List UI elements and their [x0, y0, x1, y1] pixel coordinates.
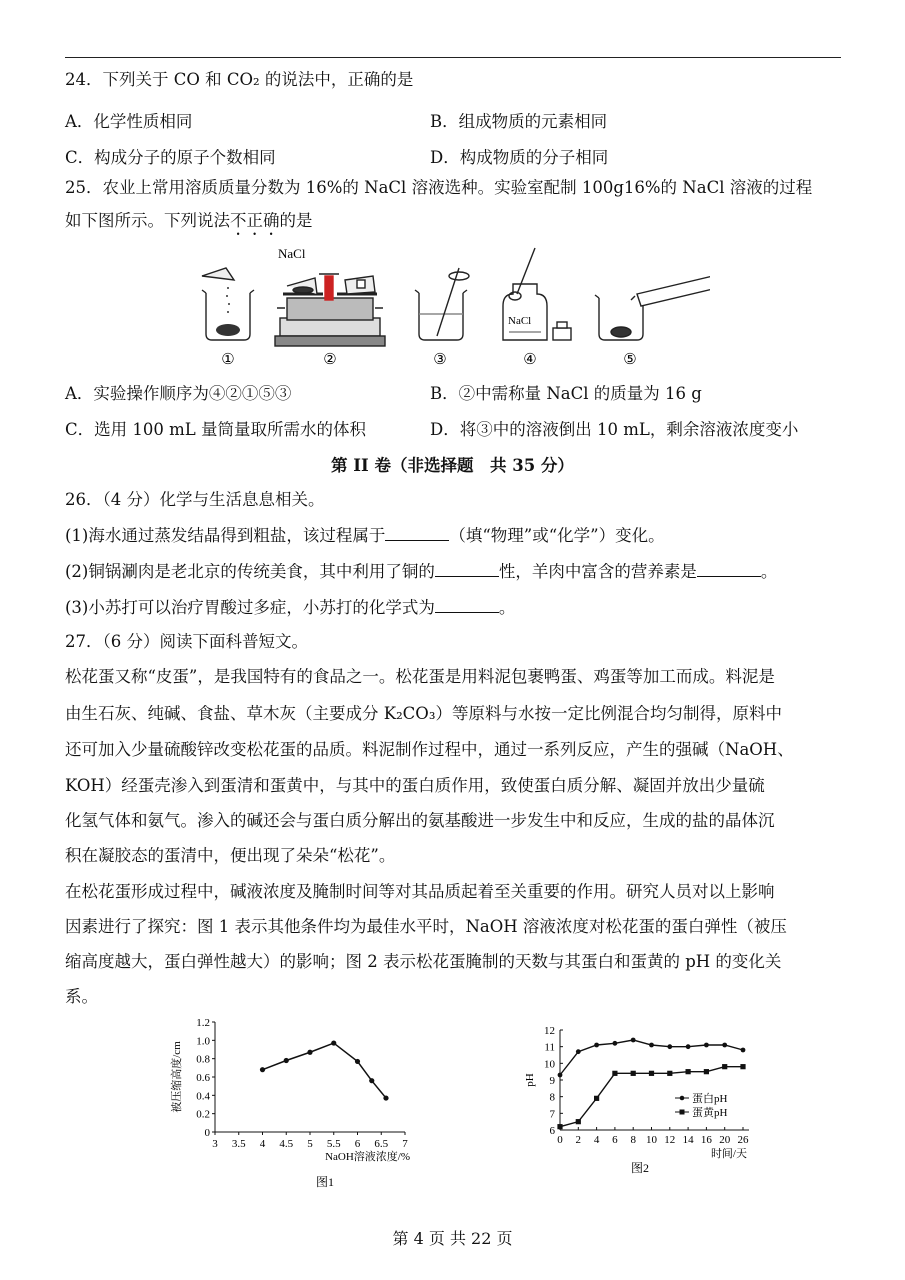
emphasis-not-correct: 不正确 — [230, 211, 280, 230]
data-point — [383, 1095, 388, 1100]
series-line — [263, 1043, 387, 1098]
q27-para2-line2: 因素进行了探究：图 1 表示其他条件均为最佳水平时，NaOH 溶液浓度对松花蛋的蛋白弹性（被压 — [65, 917, 787, 936]
y-tick-label: 7 — [549, 1108, 555, 1121]
y-tick-label: 10 — [544, 1058, 555, 1071]
q27-para1-line6: 积在凝胶态的蛋清中，便出现了朵朵“松花”。 — [65, 846, 396, 865]
x-tick-label: 2 — [575, 1134, 582, 1146]
figure-caption: 图1 — [315, 1175, 335, 1189]
y-tick-label: 11 — [544, 1041, 555, 1054]
beaker-cylinder-pouring — [595, 276, 710, 340]
y-tick-label: 1.0 — [196, 1035, 210, 1048]
data-point-circle — [594, 1043, 599, 1048]
x-tick-label: 6 — [354, 1138, 361, 1150]
x-tick-label: 6.5 — [374, 1138, 389, 1150]
q25-option-d: D．将③中的溶液倒出 10 mL，剩余溶液浓度变小 — [430, 420, 799, 439]
y-tick-label: 0 — [204, 1127, 210, 1139]
q27-stem: 27．（6 分）阅读下面科普短文。 — [65, 632, 308, 651]
fig-label-3: ③ — [433, 352, 447, 368]
data-point-circle — [558, 1073, 563, 1078]
x-tick-label: 8 — [630, 1134, 636, 1146]
q26-part2: (2)铜锅涮肉是老北京的传统美食，其中利用了铜的 性，羊肉中富含的营养素是 。 — [65, 562, 778, 581]
fig-label-5: ⑤ — [623, 352, 637, 368]
data-point-circle — [741, 1048, 746, 1053]
data-point-circle — [576, 1049, 581, 1054]
q25-stem-line2: 如下图所示。下列说法不正确的是 — [65, 211, 313, 230]
x-tick-label: 3.5 — [231, 1138, 246, 1150]
data-point-square — [612, 1071, 617, 1076]
figure-1-chart — [160, 1010, 420, 1195]
data-point — [260, 1067, 265, 1072]
q27-para1-line2: 由生石灰、纯碱、食盐、草木灰（主要成分 K₂CO₃）等原料与水按一定比例混合均匀制得，原料中 — [65, 704, 782, 723]
data-point-square — [557, 1124, 562, 1129]
header-rule — [65, 57, 841, 58]
data-point-circle — [667, 1044, 672, 1049]
data-point-square — [667, 1071, 672, 1076]
data-point-square — [649, 1071, 654, 1076]
answer-blank[interactable] — [697, 562, 761, 577]
data-point — [307, 1050, 312, 1055]
legend-label: 蛋白pH — [692, 1093, 728, 1105]
data-point-square — [686, 1069, 691, 1074]
answer-blank[interactable] — [435, 562, 499, 577]
fig-nacl-bottle-label: NaCl — [508, 315, 532, 327]
y-tick-label: 9 — [549, 1075, 555, 1087]
q26-part1: (1)海水通过蒸发结晶得到粗盐，该过程属于 （填“物理”或“化学”）变化。 — [65, 526, 665, 545]
balance-weighing — [275, 274, 385, 346]
data-point-square — [631, 1071, 636, 1076]
fig-nacl-label: NaCl — [278, 246, 306, 261]
section-2-heading: 第 II 卷（非选择题 共 35 分） — [331, 456, 574, 475]
y-tick-label: 6 — [549, 1125, 555, 1137]
q24-stem: 24．下列关于 CO 和 CO₂ 的说法中，正确的是 — [65, 70, 414, 89]
legend-label: 蛋黄pH — [692, 1107, 728, 1119]
x-tick-label: 14 — [682, 1134, 694, 1146]
q26-part3: (3)小苏打可以治疗胃酸过多症，小苏打的化学式为 。 — [65, 598, 516, 617]
data-point-square — [704, 1069, 709, 1074]
q25-option-b: B．②中需称量 NaCl 的质量为 16 g — [430, 384, 702, 403]
x-tick-label: 5 — [307, 1138, 313, 1150]
data-point-square — [576, 1119, 581, 1124]
q25-stem-line1: 25．农业上常用溶质质量分数为 16%的 NaCl 溶液选种。实验室配制 100g16%的 NaCl 溶液的过程 — [65, 178, 813, 197]
x-tick-label: 0 — [557, 1134, 563, 1146]
y-tick-label: 8 — [549, 1091, 555, 1104]
x-tick-label: 26 — [737, 1134, 749, 1146]
q25-option-a: A．实验操作顺序为④②①⑤③ — [65, 384, 292, 403]
data-point-square — [722, 1064, 727, 1069]
q25-option-c: C．选用 100 mL 量筒量取所需水的体积 — [65, 420, 366, 439]
legend-marker-square — [680, 1110, 685, 1115]
data-point-square — [594, 1096, 599, 1101]
data-point-circle — [704, 1043, 709, 1048]
x-tick-label: 10 — [646, 1134, 657, 1146]
x-tick-label: 6 — [612, 1134, 618, 1146]
fig-label-2: ② — [323, 352, 337, 368]
q24-option-d: D．构成物质的分子相同 — [430, 148, 609, 167]
data-point-circle — [722, 1043, 727, 1048]
x-tick-label: 4 — [593, 1134, 600, 1146]
page-footer: 第 4 页 共 22 页 — [392, 1229, 513, 1248]
q27-para1-line5: 化氢气体和氨气。渗入的碱还会与蛋白质分解出的氨基酸进一步发生中和反应，生成的盐的晶体沉 — [65, 811, 775, 830]
q27-para1-line3: 还可加入少量硫酸锌改变松花蛋的品质。料泥制作过程中，通过一系列反应，产生的强碱（NaOH、 — [65, 740, 794, 759]
legend-marker-circle — [680, 1096, 685, 1101]
x-tick-label: 5.5 — [326, 1138, 341, 1150]
answer-blank[interactable] — [385, 526, 449, 541]
x-tick-label: 12 — [664, 1134, 676, 1146]
x-tick-label: 4.5 — [279, 1138, 294, 1150]
x-axis-label: NaOH溶液浓度/% — [325, 1151, 410, 1163]
x-tick-label: 4 — [259, 1138, 266, 1150]
beaker-stirring — [415, 268, 469, 340]
figure-caption: 图2 — [630, 1161, 650, 1175]
y-tick-label: 1.2 — [196, 1017, 210, 1029]
x-tick-label: 7 — [402, 1138, 408, 1150]
data-point-circle — [649, 1043, 654, 1048]
q24-option-a: A．化学性质相同 — [65, 112, 193, 131]
x-axis-label: 时间/天 — [710, 1148, 747, 1160]
y-tick-label: 0.8 — [196, 1053, 210, 1066]
data-point — [284, 1058, 289, 1063]
data-point-circle — [631, 1038, 636, 1043]
data-point-circle — [613, 1041, 618, 1046]
q27-para2-line3: 缩高度越大，蛋白弹性越大）的影响；图 2 表示松花蛋腌制的天数与其蛋白和蛋黄的 pH 的变化关 — [65, 952, 782, 971]
y-tick-label: 12 — [544, 1025, 555, 1037]
q24-option-c: C．构成分子的原子个数相同 — [65, 148, 276, 167]
q27-para2-line4: 系。 — [65, 987, 98, 1006]
data-point — [331, 1040, 336, 1045]
fig-label-4: ④ — [523, 352, 537, 368]
figure-2-chart — [515, 1022, 785, 1182]
data-point-circle — [686, 1044, 691, 1049]
q24-option-b: B．组成物质的元素相同 — [430, 112, 608, 131]
lab-procedure-figure — [190, 238, 710, 370]
q27-para1-line1: 松花蛋又称“皮蛋”，是我国特有的食品之一。松花蛋是用料泥包裹鸭蛋、鸡蛋等加工而成。料泥是 — [65, 667, 775, 686]
data-point-square — [740, 1064, 745, 1069]
q27-para2-line1: 在松花蛋形成过程中，碱液浓度及腌制时间等对其品质起着至关重要的作用。研究人员对以上影响 — [65, 882, 775, 901]
x-tick-label: 20 — [719, 1134, 731, 1146]
x-tick-label: 3 — [212, 1138, 218, 1150]
data-point — [369, 1078, 374, 1083]
q26-stem: 26．（4 分）化学与生活息息相关。 — [65, 490, 325, 509]
y-tick-label: 0.4 — [196, 1090, 210, 1103]
beaker-pouring-solid — [202, 268, 254, 340]
y-axis-label: pH — [524, 1073, 536, 1087]
fig-label-1: ① — [221, 352, 235, 368]
y-tick-label: 0.6 — [196, 1072, 210, 1084]
q27-para1-line4: KOH）经蛋壳渗入到蛋清和蛋黄中，与其中的蛋白质作用，致使蛋白质分解、凝固并放出少量硫 — [65, 776, 765, 795]
x-tick-label: 16 — [700, 1134, 712, 1146]
data-point — [355, 1059, 360, 1064]
answer-blank[interactable] — [435, 598, 499, 613]
y-tick-label: 0.2 — [196, 1108, 210, 1121]
y-axis-label: 被压缩高度/cm — [171, 1041, 183, 1113]
